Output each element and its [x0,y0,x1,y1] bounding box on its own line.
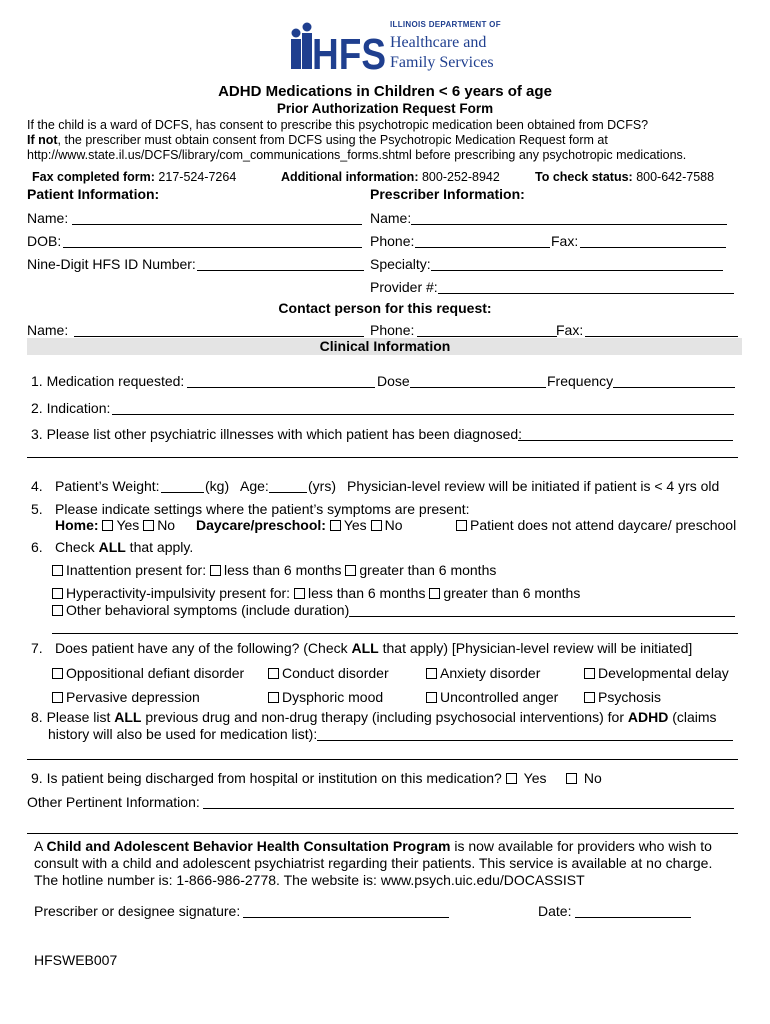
prescriber-fax-field[interactable] [580,247,726,248]
q4-weight-label: Patient’s Weight: [55,478,160,494]
contact-fax-field[interactable] [585,336,738,337]
date-label: Date: [538,903,572,919]
prescriber-fax-label: Fax: [551,233,579,249]
pervasive-checkbox[interactable] [52,692,63,703]
logo-line2: Family Services [390,54,494,71]
q4-kg: (kg) [205,478,230,494]
prescriber-provider-field[interactable] [438,293,734,294]
discharge-no-checkbox[interactable] [566,773,577,784]
contact-phone-field[interactable] [417,336,557,337]
q9-yes: Yes [506,770,546,787]
q4-num: 4. [31,478,43,494]
dose-field[interactable] [410,387,546,388]
q6-text: Check ALL that apply. [55,539,194,555]
q3-label: 3. Please list other psychiatric illnesses with which patient has been diagnosed: [31,426,523,442]
form-id: HFSWEB007 [34,952,118,968]
q5-daycare: Daycare/preschool: Yes No [196,517,403,533]
q4-review-note: Physician-level review will be initiated if patient is < 4 yrs old [347,478,720,494]
discharge-yes-checkbox[interactable] [506,773,517,784]
contact-name-field[interactable] [74,336,364,337]
q1-label: 1. Medication requested: [31,373,185,389]
q5-num: 5. [31,501,43,517]
q2-label: 2. Indication: [31,400,111,416]
other-illnesses-field-2[interactable] [27,457,738,458]
q8-text: 8. Please list ALL previous drug and non-drug therapy (including psychosocial interventions) for ADHD (claims [31,709,717,725]
q6-num: 6. [31,539,43,555]
q7-opt-anxiety: Anxiety disorder [426,665,540,682]
hyperactivity-less-checkbox[interactable] [294,588,305,599]
other-info-label: Other Pertinent Information: [27,794,200,810]
q5-options: Home: Yes No [55,517,176,533]
patient-id-label: Nine-Digit HFS ID Number: [27,256,196,272]
home-no-checkbox[interactable] [143,520,154,531]
q7-opt-psychosis: Psychosis [584,689,661,706]
hyperactivity-row: Hyperactivity-impulsivity present for: less than 6 months greater than 6 months [52,585,580,602]
q7-num: 7. [31,640,43,656]
logo-mark-text: HFS [312,30,386,79]
prescriber-name-label: Name: [370,210,412,226]
weight-field[interactable] [161,492,204,493]
q5-not-attend: Patient does not attend daycare/ preschool [456,517,736,534]
other-behavioral-field[interactable] [349,616,735,617]
patient-name-field[interactable] [72,224,362,225]
intro-line2: If not, the prescriber must obtain consent from DCFS using the Psychotropic Medication Request form at [27,133,608,147]
q7-opt-conduct: Conduct disorder [268,665,389,682]
form-subtitle: Prior Authorization Request Form [276,101,494,116]
anxiety-checkbox[interactable] [426,668,437,679]
therapy-field[interactable] [317,740,733,741]
prescriber-provider-label: Provider #: [370,279,438,295]
other-behavioral-row: Other behavioral symptoms (include duration) [52,602,349,619]
anger-checkbox[interactable] [426,692,437,703]
date-field[interactable] [575,917,691,918]
intro-line1: If the child is a ward of DCFS, has consent to prescribe this psychotropic medication been obtained from DCFS? [27,118,649,132]
prescriber-specialty-field[interactable] [431,270,723,271]
contact-name-label: Name: [27,322,69,338]
fax-contact: Fax completed form: 217-524-7264 [32,170,237,184]
q7-opt-oppositional: Oppositional defiant disorder [52,665,244,682]
q9-no: No [566,770,602,787]
info-contact: Additional information: 800-252-8942 [281,170,500,184]
therapy-field-2[interactable] [27,759,738,760]
other-illnesses-field[interactable] [518,440,733,441]
prescriber-specialty-label: Specialty: [370,256,431,272]
prescriber-heading: Prescriber Information: [370,186,525,202]
inattention-checkbox[interactable] [52,565,63,576]
not-attend-checkbox[interactable] [456,520,467,531]
clinical-header: Clinical Information [319,338,451,354]
patient-id-field[interactable] [197,270,364,271]
patient-heading: Patient Information: [27,186,160,202]
other-info-field-2[interactable] [27,833,738,834]
q1-frequency-label: Frequency [547,373,614,389]
q1-dose-label: Dose [377,373,410,389]
contact-person-heading: Contact person for this request: [278,300,492,316]
daycare-yes-checkbox[interactable] [330,520,341,531]
age-field[interactable] [269,492,307,493]
q9-text: 9. Is patient being discharged from hospital or institution on this medication? [31,770,502,786]
prescriber-phone-label: Phone: [370,233,415,249]
daycare-no-checkbox[interactable] [371,520,382,531]
indication-field[interactable] [112,414,734,415]
signature-label: Prescriber or designee signature: [34,903,241,919]
form-title: ADHD Medications in Children < 6 years of age [218,83,552,100]
other-behavioral-field-2[interactable] [52,633,738,634]
program-line1: A Child and Adolescent Behavior Health Consultation Program is now available for providers who wish to [34,838,712,854]
contact-fax-label: Fax: [556,322,584,338]
hfs-logo-mark [288,19,388,79]
patient-dob-field[interactable] [63,247,362,248]
status-contact: To check status: 800-642-7588 [535,170,715,184]
hyperactivity-greater-checkbox[interactable] [429,588,440,599]
patient-dob-label: DOB: [27,233,62,249]
prescriber-name-field[interactable] [411,224,727,225]
program-line2: consult with a child and adolescent psychiatrist regarding their patients. This service is available at no charge. [34,855,713,871]
q8-line2: history will also be used for medication list): [48,726,318,742]
contact-phone-label: Phone: [370,322,415,338]
frequency-field[interactable] [613,387,735,388]
q4-age-label: Age: [240,478,269,494]
program-line3: The hotline number is: 1-866-986-2778. The website is: www.psych.uic.edu/DOCASSIST [34,872,585,888]
other-info-field[interactable] [203,808,734,809]
conduct-checkbox[interactable] [268,668,279,679]
intro-line3: http://www.state.il.us/DCFS/library/com_communications_forms.shtml before prescribing any psychotropic medications. [27,148,687,162]
q7-text: Does patient have any of the following? (Check ALL that apply) [Physician-level review will be initiated] [55,640,693,656]
hyperactivity-checkbox[interactable] [52,588,63,599]
psychosis-checkbox[interactable] [584,692,595,703]
patient-name-label: Name: [27,210,69,226]
q7-opt-anger: Uncontrolled anger [426,689,558,706]
prescriber-phone-field[interactable] [415,247,550,248]
inattention-row: Inattention present for: less than 6 months greater than 6 months [52,562,496,579]
other-behavioral-checkbox[interactable] [52,605,63,616]
q7-opt-dysphoric: Dysphoric mood [268,689,383,706]
q4-yrs: (yrs) [308,478,336,494]
signature-field[interactable] [243,917,449,918]
inattention-greater-checkbox[interactable] [345,565,356,576]
medication-field[interactable] [187,387,375,388]
inattention-less-checkbox[interactable] [210,565,221,576]
home-yes-checkbox[interactable] [102,520,113,531]
dysphoric-checkbox[interactable] [268,692,279,703]
q5-text: Please indicate settings where the patient’s symptoms are present: [55,501,470,517]
logo-dept: ILLINOIS DEPARTMENT OF [390,20,501,29]
developmental-checkbox[interactable] [584,668,595,679]
q7-opt-pervasive: Pervasive depression [52,689,200,706]
oppositional-checkbox[interactable] [52,668,63,679]
logo-line1: Healthcare and [390,34,487,51]
q7-opt-developmental: Developmental delay [584,665,729,682]
